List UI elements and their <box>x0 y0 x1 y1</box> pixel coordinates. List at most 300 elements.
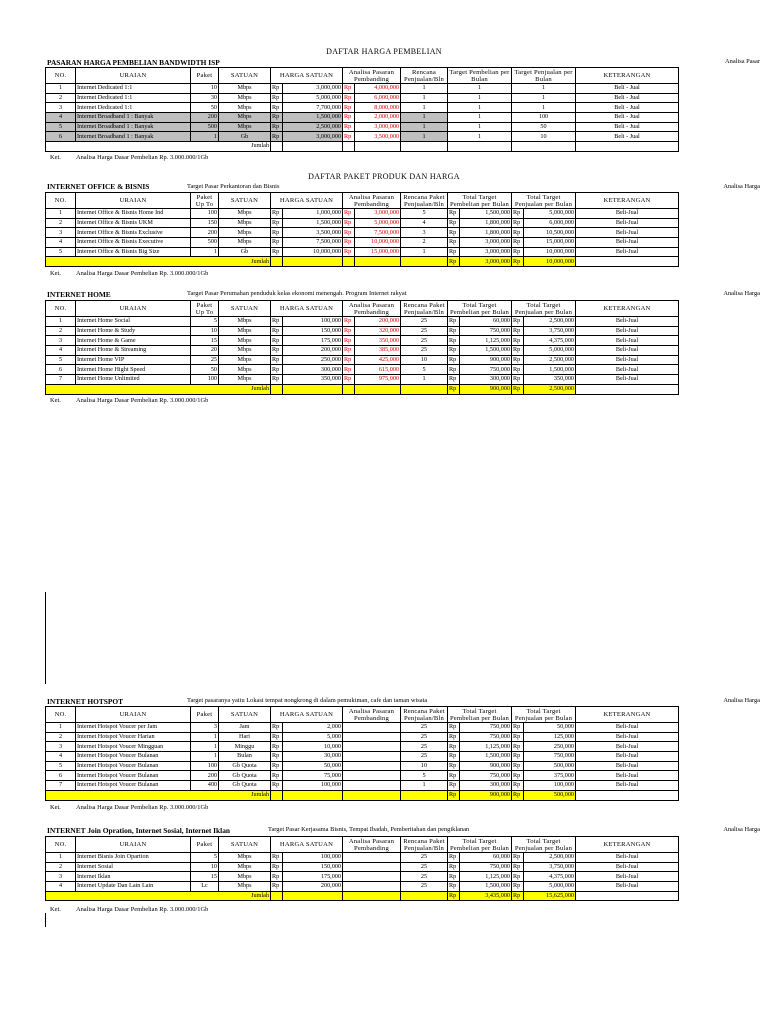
cell-rp4: Rp <box>512 781 524 791</box>
sec3-heading: INTERNET HOME <box>47 290 111 299</box>
cell-rp4: Rp <box>512 218 524 228</box>
sec2-analisa: Analisa Harga <box>723 183 760 190</box>
cell-satuan: Mbps <box>219 862 271 872</box>
cell-rp4: Rp <box>512 742 524 752</box>
cell-rp3: Rp <box>448 238 460 248</box>
sum-rp-beli: Rp <box>448 257 460 267</box>
sec5-note <box>50 906 208 913</box>
cell-tbeli: 1,500,000 <box>460 346 512 356</box>
cell-tbeli: 1 <box>448 132 512 142</box>
sec5-heading: INTERNET Join Opration, Internet Sosial, Internet Iklan <box>47 826 231 835</box>
cell-no: 1 <box>46 84 76 94</box>
table-row <box>46 93 679 103</box>
cell-tbeli: 1,800,000 <box>460 218 512 228</box>
col-uraian: URAIAN <box>76 707 191 723</box>
cell-rencana: 10 <box>401 355 448 365</box>
sum-rp-jual: Rp <box>512 790 524 800</box>
col-banding: Analisa Pasaran Pembanding <box>343 193 401 209</box>
cell-tjual: 500,000 <box>524 761 576 771</box>
cell-banding: 4,000,000 <box>355 84 401 94</box>
col-tjual: Target Penjualan per Bulan <box>512 68 576 84</box>
col-satuan: SATUAN <box>219 837 271 853</box>
cell-rencana: 25 <box>401 723 448 733</box>
cell-rp4: Rp <box>512 317 524 327</box>
cell-paket: Lc <box>191 882 219 892</box>
cell-no: 3 <box>46 103 76 113</box>
cell-tbeli: 1 <box>448 93 512 103</box>
cell-uraian: Internet Hotspot Voucer Bulanan <box>76 752 191 762</box>
cell-no: 1 <box>46 317 76 327</box>
cell-ket: Beli - Jual <box>576 122 679 132</box>
cell-uraian: Internet Dedicated 1:1 <box>76 84 191 94</box>
table-row <box>46 209 679 219</box>
cell-rp: Rp <box>271 723 283 733</box>
cell-tbeli: 1,125,000 <box>460 872 512 882</box>
cell-tjual: 2,500,000 <box>524 355 576 365</box>
cell-banding: 8,000,000 <box>355 103 401 113</box>
cell-tbeli: 300,000 <box>460 781 512 791</box>
cell-harga: 5,000,000 <box>283 93 343 103</box>
cell-banding: 385,000 <box>355 346 401 356</box>
cell-rp: Rp <box>271 132 283 142</box>
sec2-note <box>50 270 208 277</box>
cell-no: 5 <box>46 355 76 365</box>
cell-rencana: 1 <box>401 247 448 257</box>
col-tbeli: Total Target Pembelian per Bulan <box>448 193 512 209</box>
cell-banding: 3,000,000 <box>355 209 401 219</box>
cell-rencana: 25 <box>401 853 448 863</box>
note-text: Analisa Harga Dasar Pembelian Rp. 3.000.000/1Gb <box>76 397 209 404</box>
cell-rp2: Rp <box>343 375 355 385</box>
cell-satuan: Gb <box>219 247 271 257</box>
jumlah-label: Jumlah <box>46 142 271 152</box>
sum-total-beli: 900,000 <box>460 790 512 800</box>
note-text: Analisa Harga Dasar Pembelian Rp. 3.000.000/1Gb <box>76 804 209 811</box>
cell-tjual: 1 <box>512 93 576 103</box>
table-row <box>46 872 679 882</box>
cell-rp3: Rp <box>448 771 460 781</box>
cell-rp4: Rp <box>512 862 524 872</box>
cell-satuan: Mbps <box>219 853 271 863</box>
col-rencana: Rencana Paket Penjualan/Bln <box>401 707 448 723</box>
cell-paket: 1 <box>191 752 219 762</box>
cell-paket: 150 <box>191 218 219 228</box>
cell-tbeli: 60,000 <box>460 317 512 327</box>
cell-no: 3 <box>46 872 76 882</box>
cell-paket: 5 <box>191 853 219 863</box>
sum-rp-beli: Rp <box>448 384 460 394</box>
note-label: Ket. <box>50 154 61 161</box>
doc-title-paket: DAFTAR PAKET PRODUK DAN HARGA <box>308 172 460 181</box>
table-row <box>46 761 679 771</box>
cell-ket: Beli-Jual <box>576 317 679 327</box>
cell-ket: Beli-Jual <box>576 336 679 346</box>
cell-tjual: 5,000,000 <box>524 209 576 219</box>
cell-no: 6 <box>46 771 76 781</box>
sec4-heading: INTERNET HOTSPOT <box>47 697 124 706</box>
cell-uraian: Internet Home Social <box>76 317 191 327</box>
cell-rp3: Rp <box>448 218 460 228</box>
cell-rp: Rp <box>271 355 283 365</box>
cell-rp3: Rp <box>448 742 460 752</box>
cell-ket: Beli-Jual <box>576 326 679 336</box>
cell-banding: 200,000 <box>355 317 401 327</box>
cell-rp: Rp <box>271 365 283 375</box>
cell-rp4: Rp <box>512 853 524 863</box>
cell-tjual: 4,375,000 <box>524 336 576 346</box>
sec4-analisa: Analisa Harga <box>723 697 760 704</box>
cell-rp2: Rp <box>343 365 355 375</box>
cell-no: 4 <box>46 113 76 123</box>
cell-satuan: Mbps <box>219 355 271 365</box>
cell-tjual: 100,000 <box>524 781 576 791</box>
cell-uraian: Internet Hotspot Voucer per Jam <box>76 723 191 733</box>
cell-rp2: Rp <box>343 218 355 228</box>
sec5-table <box>45 836 679 901</box>
col-tjual: Total Target Penjualan per Bulan <box>512 837 576 853</box>
cell-rp: Rp <box>271 872 283 882</box>
cell-tbeli: 750,000 <box>460 365 512 375</box>
col-ket: KETERANGAN <box>576 707 679 723</box>
cell-rp2: Rp <box>343 132 355 142</box>
cell-rencana: 25 <box>401 732 448 742</box>
cell-paket: 50 <box>191 365 219 375</box>
table-row <box>46 742 679 752</box>
sec5-target: Target Pasar Kerjasama Bisnis, Tempat Ibadah, Pemberitahan dan pengiklanan <box>268 826 470 833</box>
cell-tjual: 125,000 <box>524 732 576 742</box>
cell-paket: 400 <box>191 781 219 791</box>
cell-rencana: 1 <box>401 93 448 103</box>
jumlah-label: Jumlah <box>46 384 271 394</box>
sum-row <box>46 142 679 152</box>
cell-satuan: Bulan <box>219 752 271 762</box>
cell-rp4: Rp <box>512 771 524 781</box>
cell-rp: Rp <box>271 882 283 892</box>
cell-rp3: Rp <box>448 853 460 863</box>
sum-total-jual: 500,000 <box>524 790 576 800</box>
cell-rp4: Rp <box>512 723 524 733</box>
cell-satuan: Mbps <box>219 93 271 103</box>
cell-paket: 1 <box>191 732 219 742</box>
cell-rp: Rp <box>271 84 283 94</box>
cell-satuan: Mbps <box>219 346 271 356</box>
cell-harga: 175,000 <box>283 336 343 346</box>
cell-rp: Rp <box>271 375 283 385</box>
cell-tjual: 1 <box>512 103 576 113</box>
cell-rencana: 1 <box>401 375 448 385</box>
cell-banding: 320,000 <box>355 326 401 336</box>
cell-banding: 5,000,000 <box>355 218 401 228</box>
sum-rp-beli: Rp <box>448 891 460 901</box>
col-rencana: Rencana Paket Penjualan/Bln <box>401 837 448 853</box>
cell-uraian: Internet Hotspot Voucer Bulanan <box>76 781 191 791</box>
col-ket: KETERANGAN <box>576 301 679 317</box>
cell-harga: 2,500,000 <box>283 122 343 132</box>
cell-tbeli: 1,800,000 <box>460 228 512 238</box>
cell-no: 1 <box>46 723 76 733</box>
cell-harga: 150,000 <box>283 862 343 872</box>
cell-rp: Rp <box>271 317 283 327</box>
cell-tbeli: 750,000 <box>460 723 512 733</box>
cell-rp4: Rp <box>512 228 524 238</box>
col-paket: Paket <box>191 837 219 853</box>
cell-rp2: Rp <box>343 247 355 257</box>
cell-rp: Rp <box>271 761 283 771</box>
cell-rp: Rp <box>271 93 283 103</box>
cell-uraian: Internet Office & Bisnis Exclusive <box>76 228 191 238</box>
cell-uraian: Internet Broadband 1 : Banyak <box>76 132 191 142</box>
cell-banding: 615,000 <box>355 365 401 375</box>
col-uraian: URAIAN <box>76 193 191 209</box>
cell-paket: 1 <box>191 247 219 257</box>
cell-rp2: Rp <box>343 113 355 123</box>
cell-tbeli: 1 <box>448 103 512 113</box>
cell-satuan: Mbps <box>219 375 271 385</box>
cell-uraian: Internet Hotspot Voucer Harian <box>76 732 191 742</box>
table-row <box>46 375 679 385</box>
col-banding: Analisa Pasaran Pembanding <box>343 837 401 853</box>
cell-ket: Beli-Jual <box>576 752 679 762</box>
cell-no: 1 <box>46 853 76 863</box>
col-paket: Paket Up To <box>191 193 219 209</box>
cell-paket: 200 <box>191 228 219 238</box>
cell-paket: 10 <box>191 862 219 872</box>
cell-ket: Beli - Jual <box>576 103 679 113</box>
cell-harga: 250,000 <box>283 355 343 365</box>
sec1-heading: PASARAN HARGA PEMBELIAN BANDWIDTH ISP <box>47 58 220 67</box>
cell-satuan: Mbps <box>219 218 271 228</box>
cell-ket: Beli - Jual <box>576 84 679 94</box>
cell-rp2: Rp <box>343 84 355 94</box>
cell-satuan: Minggu <box>219 742 271 752</box>
col-satuan: SATUAN <box>219 301 271 317</box>
sec3-table <box>45 300 679 395</box>
table-row <box>46 336 679 346</box>
cell-rp: Rp <box>271 103 283 113</box>
col-tbeli: Total Target Pembelian per Bulan <box>448 707 512 723</box>
cell-no: 4 <box>46 752 76 762</box>
col-banding: Analisa Pasaran Pembanding <box>343 301 401 317</box>
cell-rp3: Rp <box>448 336 460 346</box>
cell-harga: 50,000 <box>283 761 343 771</box>
cell-uraian: Internet Dedicated 1:1 <box>76 93 191 103</box>
cell-tbeli: 750,000 <box>460 732 512 742</box>
cell-paket: 500 <box>191 238 219 248</box>
col-ket: KETERANGAN <box>576 837 679 853</box>
cell-rp: Rp <box>271 853 283 863</box>
cell-rencana: 25 <box>401 882 448 892</box>
cell-banding: 3,500,000 <box>355 132 401 142</box>
cell-tbeli: 3,000,000 <box>460 238 512 248</box>
cell-rencana: 5 <box>401 365 448 375</box>
col-paket: Paket Up To <box>191 301 219 317</box>
cell-satuan: Mbps <box>219 317 271 327</box>
cell-tjual: 10,500,000 <box>524 228 576 238</box>
cell-tjual: 3,750,000 <box>524 862 576 872</box>
cell-rp: Rp <box>271 771 283 781</box>
cell-harga: 100,000 <box>283 781 343 791</box>
cell-rp3: Rp <box>448 228 460 238</box>
cell-rencana: 4 <box>401 218 448 228</box>
cell-harga: 10,000 <box>283 742 343 752</box>
table-row <box>46 355 679 365</box>
cell-rp2: Rp <box>343 103 355 113</box>
sec5-header-row <box>46 837 679 853</box>
cell-paket: 100 <box>191 375 219 385</box>
jumlah-label: Jumlah <box>46 891 271 901</box>
cell-tbeli: 1 <box>448 122 512 132</box>
cell-tbeli: 1,500,000 <box>460 209 512 219</box>
cell-rp4: Rp <box>512 209 524 219</box>
col-satuan: SATUAN <box>219 68 271 84</box>
cell-rp4: Rp <box>512 346 524 356</box>
cell-rencana: 1 <box>401 113 448 123</box>
cell-ket: Beli - Jual <box>576 93 679 103</box>
cell-tjual: 2,500,000 <box>524 853 576 863</box>
col-ket: KETERANGAN <box>576 68 679 84</box>
cell-no: 2 <box>46 326 76 336</box>
cell-rp2: Rp <box>343 326 355 336</box>
col-harga: HARGA SATUAN <box>271 193 343 209</box>
cell-no: 4 <box>46 238 76 248</box>
cell-paket: 500 <box>191 122 219 132</box>
cell-tbeli: 900,000 <box>460 761 512 771</box>
col-rencana: Rencana Paket Penjualan/Bln <box>401 301 448 317</box>
col-no: NO. <box>46 68 76 84</box>
cell-tjual: 250,000 <box>524 742 576 752</box>
cell-no: 2 <box>46 93 76 103</box>
cell-rp3: Rp <box>448 375 460 385</box>
cell-rencana: 25 <box>401 346 448 356</box>
cell-rp3: Rp <box>448 752 460 762</box>
cell-rp: Rp <box>271 122 283 132</box>
cell-paket: 10 <box>191 84 219 94</box>
table-row <box>46 247 679 257</box>
cell-no: 6 <box>46 365 76 375</box>
cell-paket: 1 <box>191 742 219 752</box>
cell-rp: Rp <box>271 238 283 248</box>
sec3-header-row <box>46 301 679 317</box>
cell-satuan: Mbps <box>219 365 271 375</box>
cell-uraian: Internet Update Dan Lain Lain <box>76 882 191 892</box>
cell-rencana: 1 <box>401 84 448 94</box>
cell-rencana: 5 <box>401 209 448 219</box>
cell-paket: 10 <box>191 326 219 336</box>
col-harga: HARGA SATUAN <box>271 68 343 84</box>
cell-rp2: Rp <box>343 355 355 365</box>
note-label: Ket. <box>50 270 61 277</box>
sec1-table <box>45 67 679 152</box>
divider-line <box>45 592 46 684</box>
col-harga: HARGA SATUAN <box>271 707 343 723</box>
cell-rp: Rp <box>271 781 283 791</box>
cell-ket: Beli-Jual <box>576 742 679 752</box>
cell-tbeli: 60,000 <box>460 853 512 863</box>
cell-rencana: 25 <box>401 317 448 327</box>
table-row <box>46 317 679 327</box>
cell-rencana: 25 <box>401 752 448 762</box>
cell-rp2: Rp <box>343 346 355 356</box>
cell-rp4: Rp <box>512 872 524 882</box>
sec2-target: Target Pasar Perkantoran dan Bisnis <box>187 183 280 190</box>
cell-no: 3 <box>46 742 76 752</box>
cell-tbeli: 1,125,000 <box>460 336 512 346</box>
col-uraian: URAIAN <box>76 68 191 84</box>
cell-paket: 15 <box>191 336 219 346</box>
cell-satuan: Mbps <box>219 872 271 882</box>
cell-rp: Rp <box>271 228 283 238</box>
cell-rp: Rp <box>271 209 283 219</box>
table-row <box>46 771 679 781</box>
cell-rp4: Rp <box>512 882 524 892</box>
table-row <box>46 103 679 113</box>
cell-paket: 15 <box>191 872 219 882</box>
cell-ket: Beli-Jual <box>576 238 679 248</box>
cell-uraian: Internet Iklan <box>76 872 191 882</box>
col-satuan: SATUAN <box>219 193 271 209</box>
cell-satuan: Mbps <box>219 336 271 346</box>
table-row <box>46 853 679 863</box>
cell-banding: 350,000 <box>355 336 401 346</box>
cell-rp: Rp <box>271 862 283 872</box>
table-row <box>46 326 679 336</box>
cell-rencana: 25 <box>401 336 448 346</box>
cell-ket: Beli-Jual <box>576 228 679 238</box>
cell-paket: 100 <box>191 209 219 219</box>
cell-rp3: Rp <box>448 732 460 742</box>
cell-harga: 150,000 <box>283 326 343 336</box>
col-no: NO. <box>46 707 76 723</box>
col-no: NO. <box>46 301 76 317</box>
cell-satuan: Mbps <box>219 122 271 132</box>
cell-rp4: Rp <box>512 247 524 257</box>
table-row <box>46 84 679 94</box>
cell-tjual: 50,000 <box>524 723 576 733</box>
table-row <box>46 882 679 892</box>
cell-ket: Beli-Jual <box>576 355 679 365</box>
cell-uraian: Internet Home & Streaming <box>76 346 191 356</box>
cell-rp2: Rp <box>343 317 355 327</box>
cell-banding: 6,000,000 <box>355 93 401 103</box>
cell-tbeli: 1 <box>448 113 512 123</box>
sec3-target: Target Pasar Perumahan penduduk kelas ekonomi menengah. Program Internet rakyat <box>187 290 407 297</box>
cell-harga: 7,500,000 <box>283 238 343 248</box>
cell-harga: 30,000 <box>283 752 343 762</box>
cell-uraian: Internet Home VIP <box>76 355 191 365</box>
table-row <box>46 228 679 238</box>
cell-tbeli: 750,000 <box>460 326 512 336</box>
cell-rp3: Rp <box>448 761 460 771</box>
cell-rp3: Rp <box>448 862 460 872</box>
cell-rencana: 25 <box>401 872 448 882</box>
cell-uraian: Internet Office & Bisnis Home Ind <box>76 209 191 219</box>
cell-banding: 15,000,000 <box>355 247 401 257</box>
cell-uraian: Internet Home Hight Speed <box>76 365 191 375</box>
cell-harga: 7,700,000 <box>283 103 343 113</box>
cell-tjual: 1 <box>512 84 576 94</box>
cell-no: 4 <box>46 882 76 892</box>
cell-rp3: Rp <box>448 346 460 356</box>
cell-no: 2 <box>46 732 76 742</box>
table-row <box>46 752 679 762</box>
cell-satuan: Mbps <box>219 238 271 248</box>
sum-row <box>46 891 679 901</box>
cell-ket: Beli-Jual <box>576 732 679 742</box>
table-row <box>46 346 679 356</box>
cell-satuan: Mbps <box>219 326 271 336</box>
cell-rencana: 1 <box>401 122 448 132</box>
col-tbeli: Target Pembelian per Bulan <box>449 68 510 83</box>
